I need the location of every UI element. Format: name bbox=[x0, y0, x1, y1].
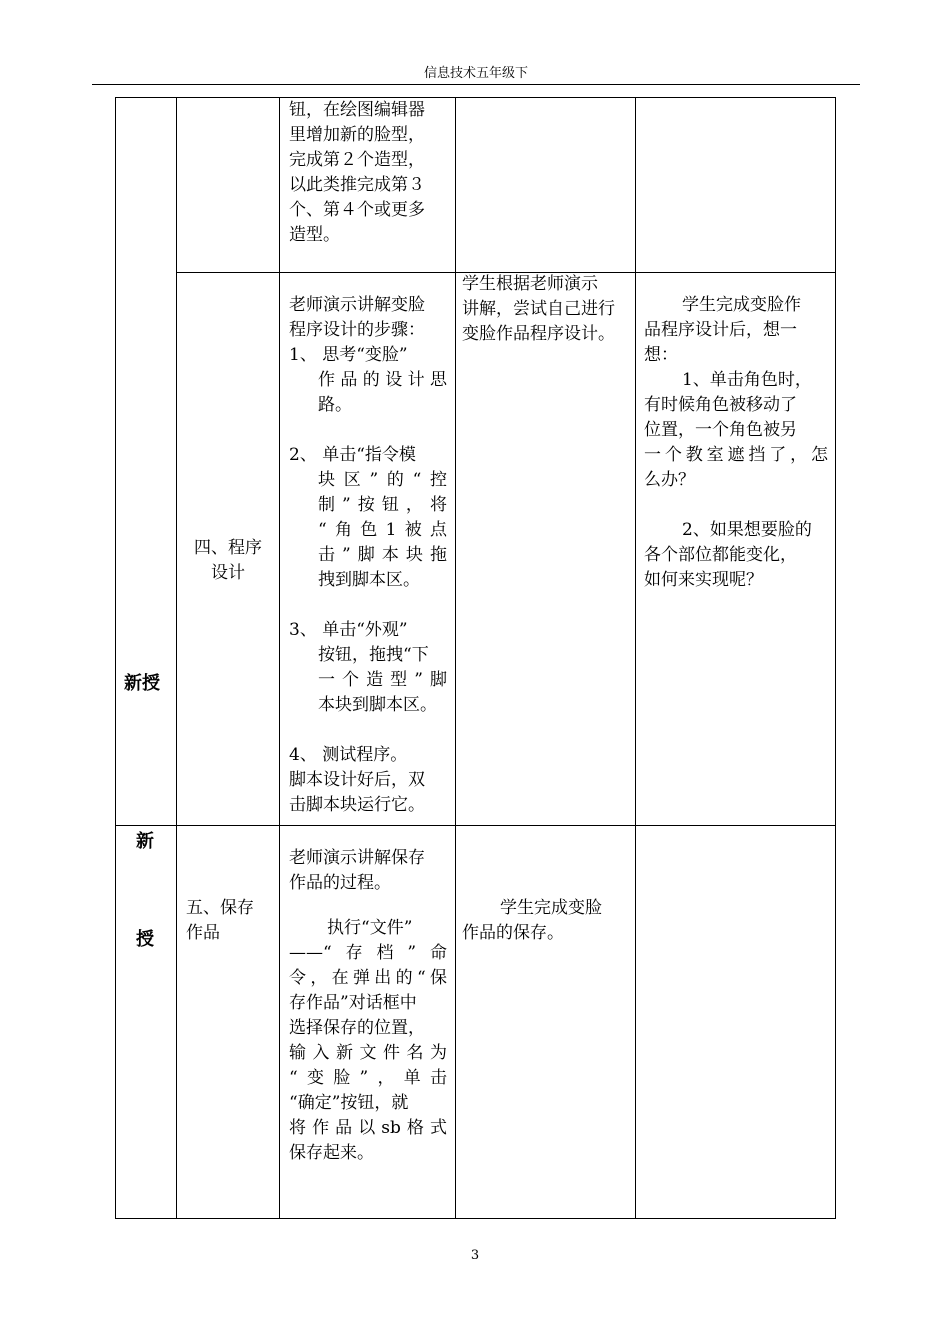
row-divider-2 bbox=[115, 825, 836, 826]
step-title-line: 设计 bbox=[211, 563, 245, 583]
text-line: “确定”按钮，就 bbox=[289, 1093, 409, 1113]
column-divider-1 bbox=[176, 97, 177, 1219]
text-line: 击”脚本块拖 bbox=[318, 545, 447, 565]
text-line: 想： bbox=[644, 345, 678, 365]
text-line: ——“存档”命 bbox=[289, 943, 447, 963]
text-line: 么办？ bbox=[644, 470, 695, 490]
step-title-save-work bbox=[186, 896, 276, 946]
text-line: 执行“文件” bbox=[327, 918, 413, 938]
table-border-right bbox=[835, 97, 836, 1219]
text-line: 击脚本块运行它。 bbox=[289, 795, 425, 815]
text-line: 程序设计的步骤： bbox=[289, 320, 425, 340]
text-line: 以此类推完成第３ bbox=[289, 175, 425, 195]
column-divider-4 bbox=[635, 97, 636, 1219]
section-label-xinshou: 新授 bbox=[124, 673, 160, 694]
text-line: 拽到脚本区。 bbox=[318, 570, 420, 590]
text-line: 2、 单击“指令模 bbox=[289, 445, 416, 465]
text-line: 令，在弹出的“保 bbox=[289, 968, 447, 988]
text-line: 1、单击角色时， bbox=[682, 370, 812, 390]
row1-teacher-cell bbox=[289, 98, 447, 248]
table-border-top bbox=[115, 97, 836, 98]
text-line: 位置，一个角色被另 bbox=[644, 420, 797, 440]
text-line: 脚本设计好后，双 bbox=[289, 770, 425, 790]
text-line: 品程序设计后，想一 bbox=[644, 320, 797, 340]
text-line: 一个造型”脚 bbox=[318, 670, 447, 690]
text-line: 造型。 bbox=[289, 225, 340, 245]
text-line: 老师演示讲解变脸 bbox=[289, 295, 425, 315]
text-line: 将作品以sb格式 bbox=[289, 1118, 447, 1138]
step-title-line: 四、程序 bbox=[194, 538, 262, 558]
row2-teacher-cell bbox=[289, 293, 447, 818]
step-title-program-design bbox=[180, 536, 276, 586]
text-line: 老师演示讲解保存 bbox=[289, 848, 425, 868]
column-divider-3 bbox=[455, 97, 456, 1219]
text-line: “角色1被点 bbox=[318, 520, 447, 540]
row3-student-cell bbox=[462, 896, 632, 946]
text-line: 作品的保存。 bbox=[462, 923, 564, 943]
text-line: 作品的过程。 bbox=[289, 873, 391, 893]
text-line: “变脸”，单击 bbox=[289, 1068, 447, 1088]
text-line: 2、如果想要脸的 bbox=[682, 520, 812, 540]
text-line: 钮，在绘图编辑器 bbox=[289, 100, 425, 120]
text-line: 按钮，拖拽“下 bbox=[318, 645, 429, 665]
header-title: 信息技术五年级下 bbox=[423, 66, 528, 81]
text-line: 块区”的“控 bbox=[318, 470, 447, 490]
text-line: 保存起来。 bbox=[289, 1143, 374, 1163]
row2-student-cell bbox=[462, 272, 632, 347]
text-line: 讲解，尝试自己进行 bbox=[462, 299, 615, 319]
text-line: 有时候角色被移动了 bbox=[644, 395, 797, 415]
text-line: 路。 bbox=[318, 395, 352, 415]
column-divider-2 bbox=[279, 97, 280, 1219]
row3-teacher-cell bbox=[289, 846, 447, 1166]
text-line: 完成第２个造型， bbox=[289, 150, 425, 170]
section-label-shou: 授 bbox=[136, 929, 154, 950]
text-line: 各个部位都能变化， bbox=[644, 545, 797, 565]
text-line: 如何来实现呢？ bbox=[644, 570, 763, 590]
text-line: 学生完成变脸 bbox=[500, 898, 602, 918]
text-line: 作品的设计思 bbox=[318, 370, 447, 390]
text-line: 制”按钮，将 bbox=[318, 495, 447, 515]
page-number: 3 bbox=[470, 1248, 480, 1263]
step-title-line: 五、保存 bbox=[186, 898, 254, 918]
step-title-line: 作品 bbox=[186, 923, 220, 943]
text-line: 存作品”对话框中 bbox=[289, 993, 417, 1013]
text-line: 选择保存的位置， bbox=[289, 1018, 425, 1038]
table-border-bottom bbox=[115, 1218, 836, 1219]
text-line: 学生根据老师演示 bbox=[462, 274, 598, 294]
page-footer bbox=[0, 1248, 950, 1263]
text-line: 本块到脚本区。 bbox=[318, 695, 437, 715]
text-line: 变脸作品程序设计。 bbox=[462, 324, 615, 344]
page-header bbox=[92, 64, 860, 85]
text-line: 1、 思考“变脸” bbox=[289, 345, 408, 365]
text-line: 一个教室遮挡了，怎 bbox=[644, 445, 828, 465]
text-line: 里增加新的脸型， bbox=[289, 125, 425, 145]
text-line: 4、 测试程序。 bbox=[289, 745, 408, 765]
text-line: 3、 单击“外观” bbox=[289, 620, 408, 640]
table-border-left bbox=[115, 97, 116, 1219]
section-label-xin: 新 bbox=[136, 831, 154, 852]
text-line: 学生完成变脸作 bbox=[682, 295, 801, 315]
text-line: 个、第４个或更多 bbox=[289, 200, 425, 220]
text-line: 输入新文件名为 bbox=[289, 1043, 447, 1063]
row2-reflection-cell bbox=[644, 293, 828, 593]
